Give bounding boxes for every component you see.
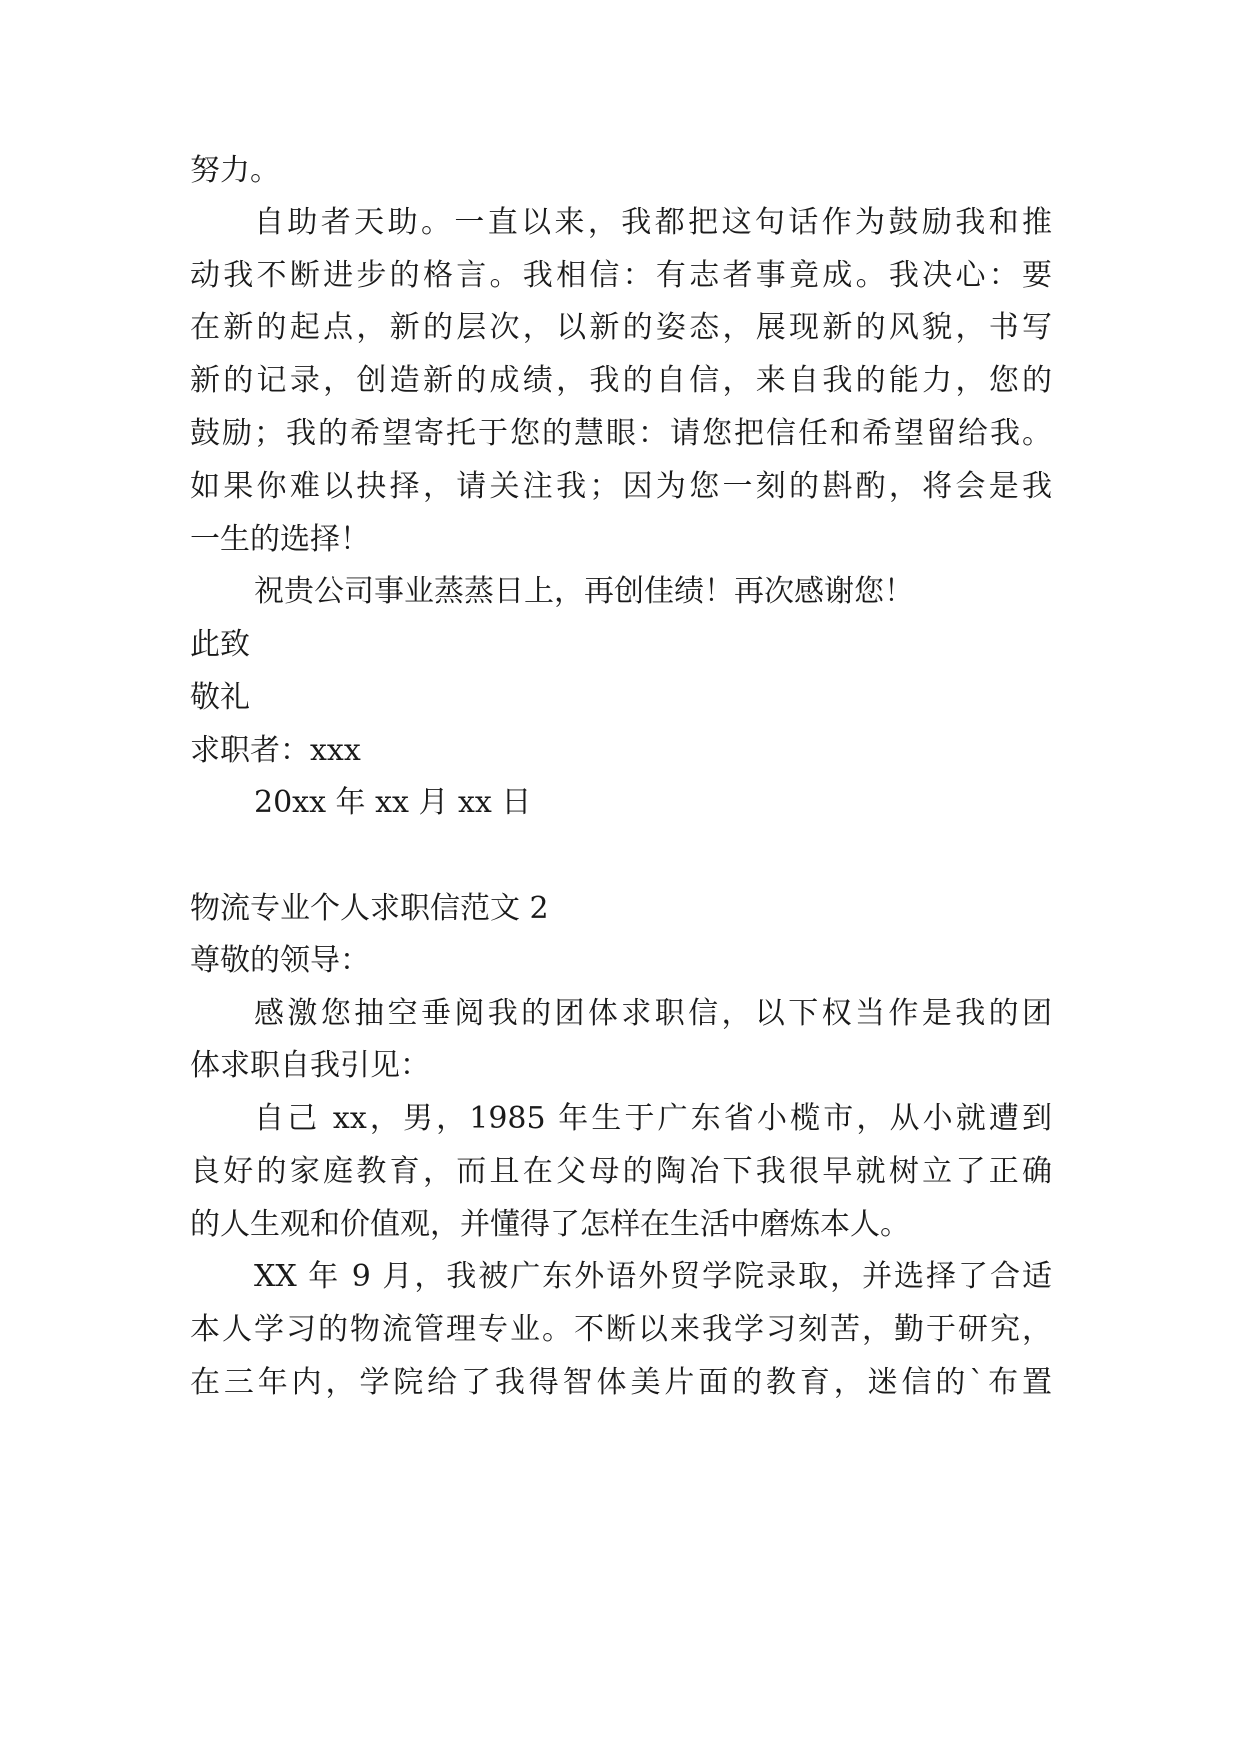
paragraph-line: 新的记录，创造新的成绩，我的自信，来自我的能力，您的 bbox=[190, 363, 1052, 398]
paragraph-line: 本人学习的物流管理专业。不断以来我学习刻苦，勤于研究， bbox=[190, 1312, 1052, 1347]
paragraph-line: XX 年 9 月，我被广东外语外贸学院录取，并选择了合适 bbox=[254, 1259, 1052, 1294]
salutation-line: 敬礼 bbox=[190, 680, 250, 715]
paragraph-line: 的人生观和价值观，并懂得了怎样在生活中磨炼本人。 bbox=[190, 1207, 910, 1242]
wishes-line: 祝贵公司事业蒸蒸日上，再创佳绩！再次感谢您！ bbox=[254, 574, 914, 609]
paragraph-line: 自己 xx，男，1985 年生于广东省小榄市，从小就遭到 bbox=[254, 1101, 1052, 1136]
paragraph-line: 鼓励；我的希望寄托于您的慧眼：请您把信任和希望留给我。 bbox=[190, 416, 1052, 451]
salutation-line: 此致 bbox=[190, 627, 250, 662]
paragraph-line: 自助者天助。一直以来，我都把这句话作为鼓励我和推 bbox=[254, 205, 1052, 240]
paragraph-line: 良好的家庭教育，而且在父母的陶冶下我很早就树立了正确 bbox=[190, 1154, 1052, 1189]
paragraph-line: 在三年内，学院给了我得智体美片面的教育，迷信的`布置 bbox=[190, 1365, 1052, 1400]
signature-line: 求职者：xxx bbox=[190, 733, 361, 768]
paragraph-line: 如果你难以抉择，请关注我；因为您一刻的斟酌，将会是我 bbox=[190, 469, 1052, 504]
date-line: 20xx 年 xx 月 xx 日 bbox=[254, 785, 532, 820]
paragraph-line: 动我不断进步的格言。我相信：有志者事竟成。我决心：要 bbox=[190, 258, 1052, 293]
paragraph-line: 一生的选择！ bbox=[190, 522, 370, 557]
paragraph-fragment: 努力。 bbox=[190, 153, 280, 188]
greeting-line: 尊敬的领导： bbox=[190, 943, 370, 978]
section-title: 物流专业个人求职信范文 2 bbox=[190, 891, 549, 926]
paragraph-line: 感激您抽空垂阅我的团体求职信，以下权当作是我的团 bbox=[254, 996, 1052, 1031]
paragraph-line: 在新的起点，新的层次，以新的姿态，展现新的风貌，书写 bbox=[190, 310, 1052, 345]
paragraph-line: 体求职自我引见： bbox=[190, 1048, 430, 1083]
